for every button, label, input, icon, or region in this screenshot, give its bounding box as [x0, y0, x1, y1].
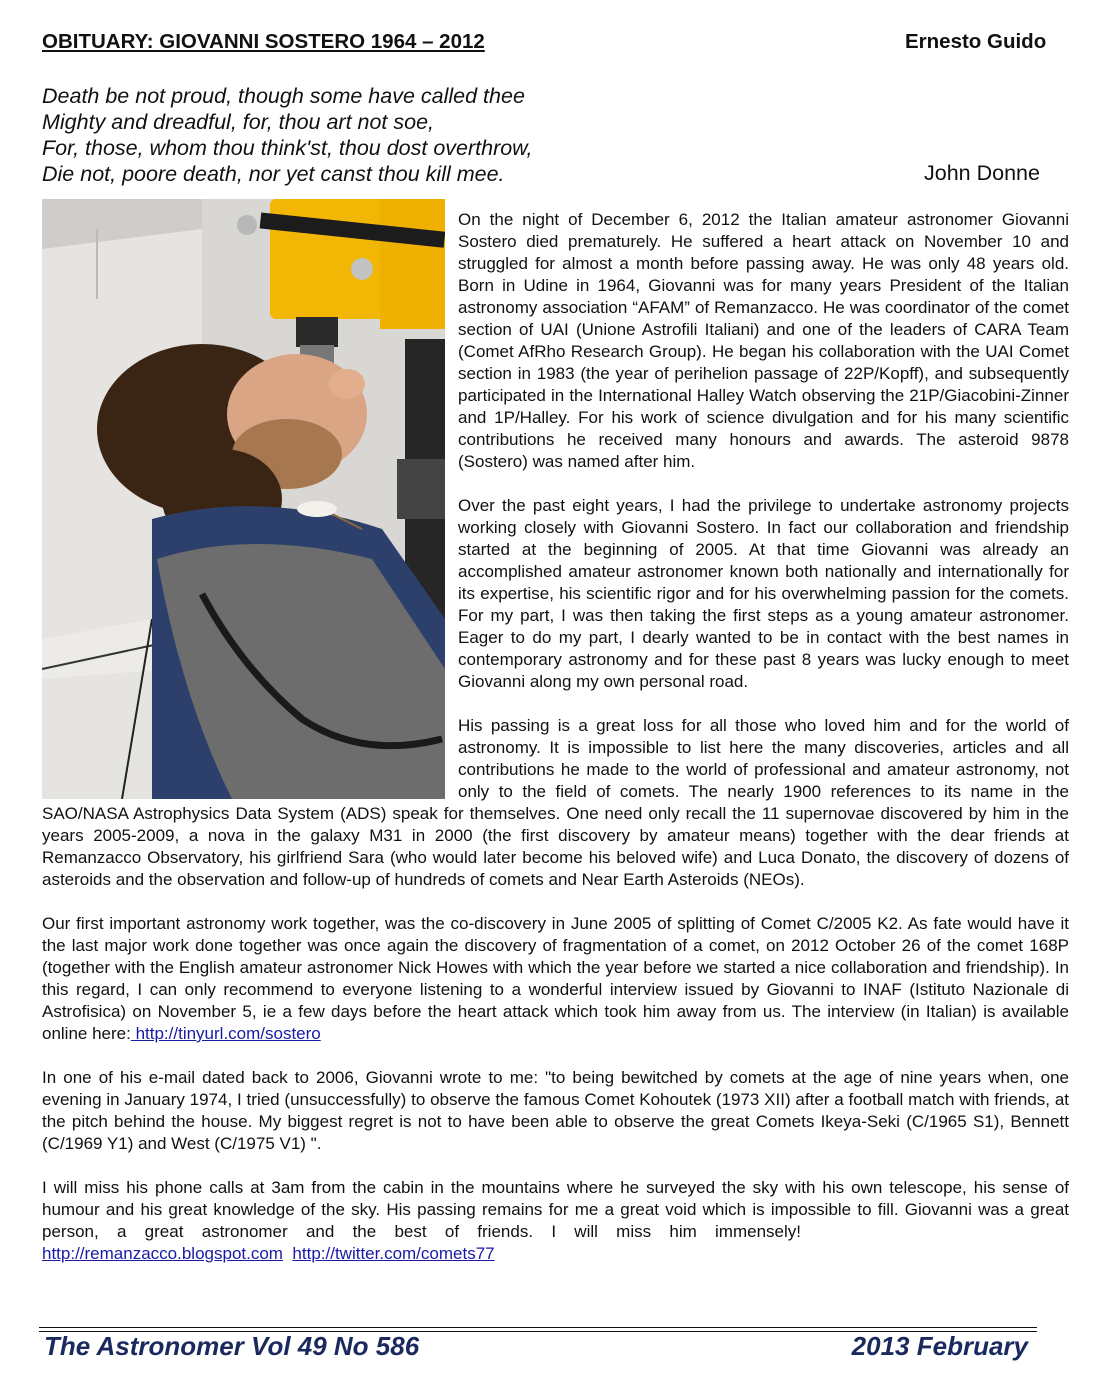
- twitter-link[interactable]: http://twitter.com/comets77: [292, 1244, 495, 1263]
- blog-link[interactable]: http://remanzacco.blogspot.com: [42, 1244, 283, 1263]
- paragraph-text: Our first important astronomy work together, was the co-discovery in June 2005 of splitting of Comet C/2005 K2. As fate would have it the last major work done together was once again the discovery of fragmentation of a comet, on 2012 October 26 of the comet 168P (together with the English amateur astronomer Nick Howes with which the year before we started a nice collaboration and friendship). In this regard, I can only recommend to everyone listening to a wonderful interview issued by Giovanni to INAF (Istituto Nazionale di Astrofisica) on November 5, ie a few days before the heart attack which took him away from us. The interview (in Italian) is available online here:: [42, 914, 1069, 1043]
- article-paragraph: On the night of December 6, 2012 the Italian amateur astronomer Giovanni Sostero died prematurely. He suffered a heart attack on November 10 and struggled for almost a month before passing away. He was only 48 years old. Born in Udine in 1964, Giovanni was for many years President of the Italian astronomy association “AFAM” of Remanzacco. He was coordinator of the comet section of UAI (Unione Astrofili Italiani) and one of the leaders of CARA Team (Comet AfRho Research Group). He began his collaboration with the UAI Comet section in 1983 (the year of perihelion passage of 22P/Kopff), and subsequently participated in the International Halley Watch observing the 21P/Giacobini-Zinner and 1P/Halley. For his work of science divulgation and for his many scientific contributions he received many honours and awards. The asteroid 9878 (Sostero) was named after him.: [458, 210, 1069, 471]
- footer-issue-date: 2013 February: [851, 1331, 1028, 1361]
- page-title: OBITUARY: GIOVANNI SOSTERO 1964 – 2012: [42, 30, 485, 53]
- article-paragraph: His passing is a great loss for all those who loved him and for the world of astronomy. It is impossible to list here the many discoveries, articles and all contributions he made to the world of professional and amateur astronomy, not only to the field of comets. The nearly 1900 references to its name in the SAO/NASA Astrophysics Data System (ADS) speak for themselves. One need only recall the 11 supernovae discovered by him in the years 2005-2009, a nova in the galaxy M31 in 2000 (the first discovery by amateur means) together with the dear friends at Remanzacco Observatory, his girlfriend Sara (who would later become his beloved wife) and Luca Donato, the discovery of dozens of asteroids and the observation and follow-up of hundreds of comets and Near Earth Asteroids (NEOs).: [42, 716, 1069, 889]
- interview-link[interactable]: http://tinyurl.com/sostero: [130, 1024, 321, 1043]
- article-paragraph: Over the past eight years, I had the privilege to undertake astronomy projects working closely with Giovanni Sostero. In fact our collaboration and friendship started at the beginning of 2005. At that time Giovanni was already an accomplished amateur astronomer known both nationally and internationally for its expertise, his scientific rigor and for his overwhelming passion for the comets. For my part, I was then taking the first steps as a young amateur astronomer. Eager to do my part, I dearly wanted to be in contact with the best names in contemporary astronomy and for these past 8 years was lucky enough to meet Giovanni along my own personal road.: [458, 496, 1069, 691]
- article-paragraph-interview: [42, 913, 1069, 1045]
- footer-publication: The Astronomer Vol 49 No 586: [44, 1331, 420, 1361]
- footer-divider-top: [39, 1327, 1037, 1328]
- photo-wrap-spacer: [42, 209, 458, 799]
- poem-line: Death be not proud, though some have called thee: [42, 84, 525, 108]
- epigraph-poem: [42, 83, 533, 187]
- article-paragraph: In one of his e-mail dated back to 2006, Giovanni wrote to me: "to being bewitched by comets at the age of nine years when, one evening in January 1974, I tried (unsuccessfully) to observe the famous Comet Kohoutek (1973 XII) after a football match with friends, at the pitch behind the house. My biggest regret is not to have been able to observe the great Comets Ikeya-Seki (C/1965 S1), Bennett (C/1969 Y1) and West (C/1975 V1) ".: [42, 1068, 1069, 1153]
- article-body: [42, 209, 1069, 1265]
- poem-line: For, those, whom thou think'st, thou dost overthrow,: [42, 136, 533, 160]
- author-name: Ernesto Guido: [905, 30, 1047, 53]
- poem-line: Die not, poore death, nor yet canst thou kill mee.: [42, 162, 505, 186]
- poem-line: Mighty and dreadful, for, thou art not soe,: [42, 110, 435, 134]
- poem-attribution: John Donne: [924, 161, 1040, 185]
- article-paragraph-closing: [42, 1177, 1069, 1265]
- paragraph-text: I will miss his phone calls at 3am from the cabin in the mountains where he surveyed the sky with his own telescope, his sense of humour and his great knowledge of the sky. His passing remains for me a great void which is impossible to fill. Giovanni was a great person, a great astronomer and the best of friends. I will miss him immensely!: [42, 1178, 1069, 1241]
